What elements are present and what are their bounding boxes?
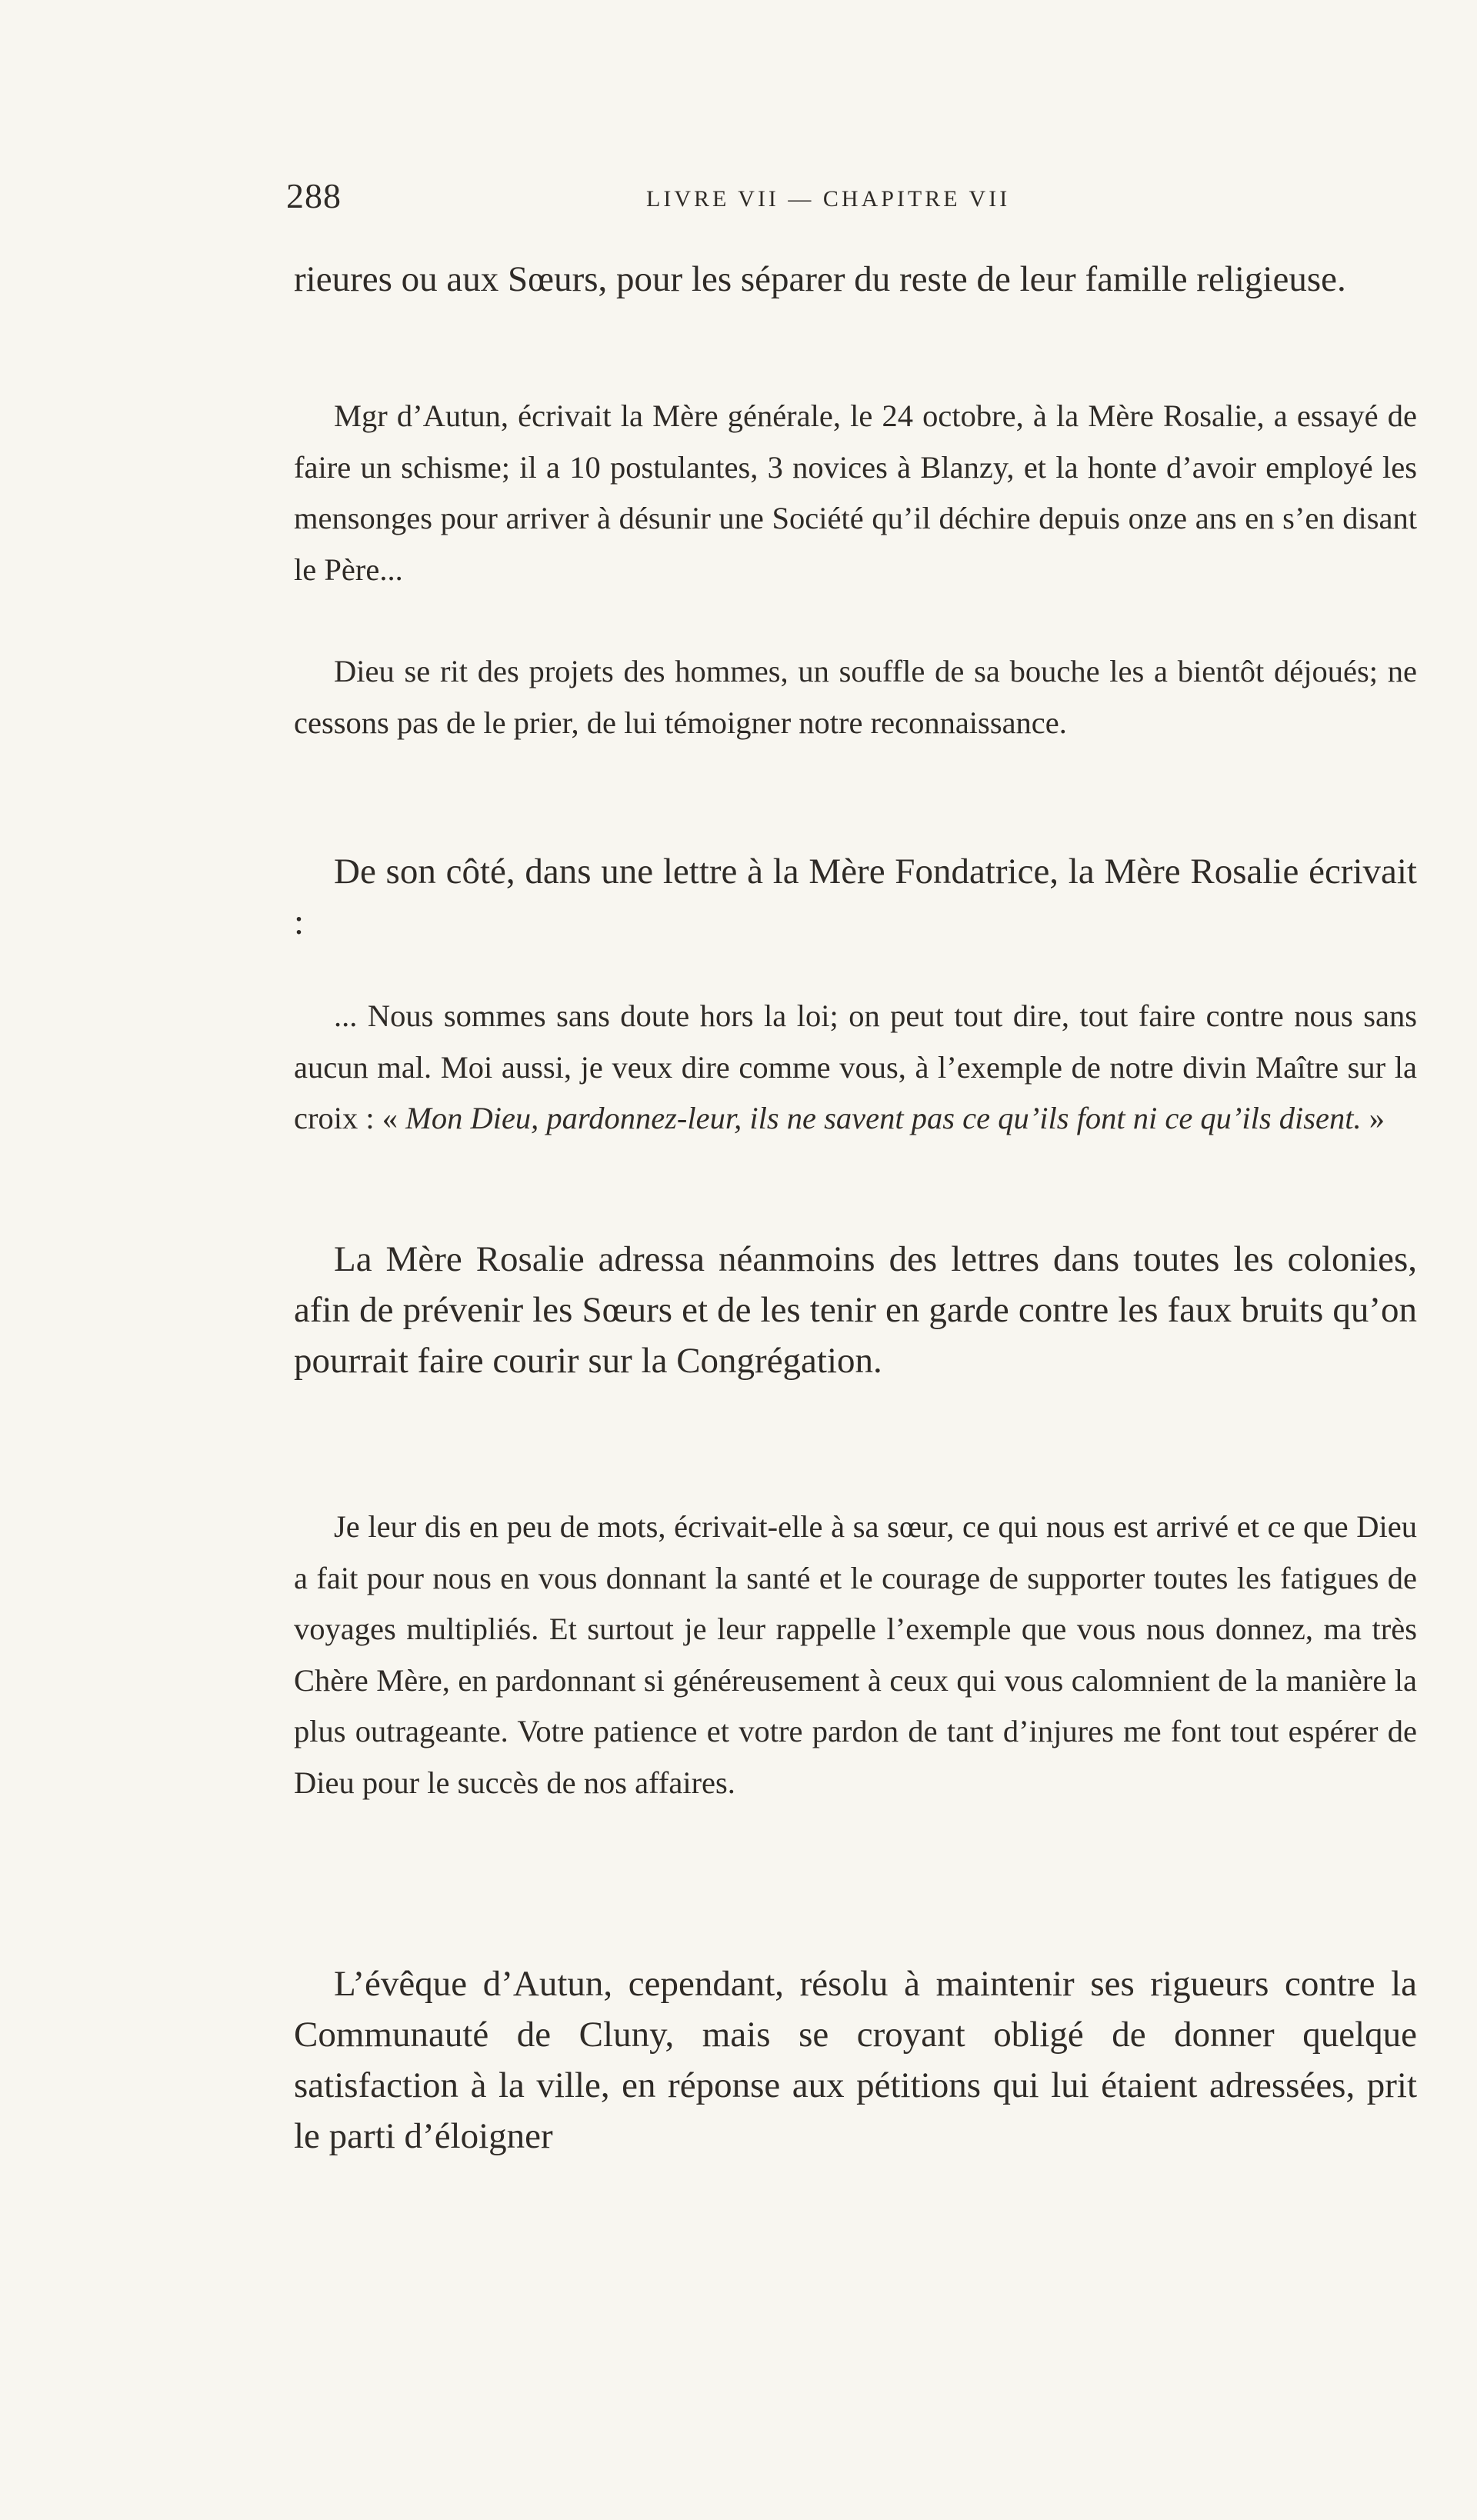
quote-close: » [1361, 1101, 1385, 1135]
page-number: 288 [286, 176, 342, 215]
page-header [286, 175, 1055, 222]
quote-italic-text: Mon Dieu, pardonnez-leur, ils ne savent pas ce qu’ils font ni ce qu’ils disent. [405, 1101, 1362, 1135]
letter-quote-mere-generale: Mgr d’Autun, écrivait la Mère générale, le 24 octobre, à la Mère Rosalie, a essayé de faire un schisme; il a 10 postulantes, 3 novices à Blanzy, et la honte d’avoir employé les mensonges pour arriver à désunir une Société qu’il déchire depuis onze ans en s’en disant le Père... [294, 398, 1417, 587]
paragraph-continuation: rieures ou aux Sœurs, pour les séparer du reste de leur famille religieuse. [294, 259, 1346, 299]
letter-quote-soeur: Je leur dis en peu de mots, écrivait-elle à sa sœur, ce qui nous est arrivé et ce que Dieu a fait pour nous en vous donnant la santé et le courage de supporter toutes les fatigues de voyages multipliés. Et surtout je leur rappelle l’exemple que vous nous donnez, ma très Chère Mère, en pardonnant si généreusement à ceux qui vous calomnient de la manière la plus outrageante. Votre patience et votre pardon de tant d’injures me font tout espérer de Dieu pour le succès de nos affaires. [294, 1509, 1417, 1800]
paragraph-mere-rosalie: De son côté, dans une lettre à la Mère Fondatrice, la Mère Rosalie écrivait : [294, 852, 1417, 942]
quote-text: ... Nous sommes sans doute hors la loi; on peut tout dire, tout faire contre nous sans aucun mal. Moi aussi, je veux dire comme vous, à l’exemple de notre divin Maître sur la croix : « [294, 998, 1417, 1135]
paragraph-lettres-colonies: La Mère Rosalie adressa néanmoins des lettres dans toutes les colonies, afin de prévenir les Sœurs et de les tenir en garde contre les faux bruits qu’on pourrait faire courir sur la Congrégation. [294, 1239, 1417, 1381]
letter-quote-continued: Dieu se rit des projets des hommes, un souffle de sa bouche les a bientôt déjoués; ne cessons pas de le prier, de lui témoigner notre reconnaissance. [294, 654, 1417, 740]
letter-quote-rosalie [294, 991, 1417, 1145]
paragraph-eveque-autun: L’évêque d’Autun, cependant, résolu à maintenir ses rigueurs contre la Communauté de Cluny, mais se croyant obligé de donner quelque satisfaction à la ville, en réponse aux pétitions qui lui étaient adressées, prit le parti d’éloigner [294, 1964, 1417, 2156]
running-head: LIVRE VII — CHAPITRE VII [646, 186, 1011, 212]
